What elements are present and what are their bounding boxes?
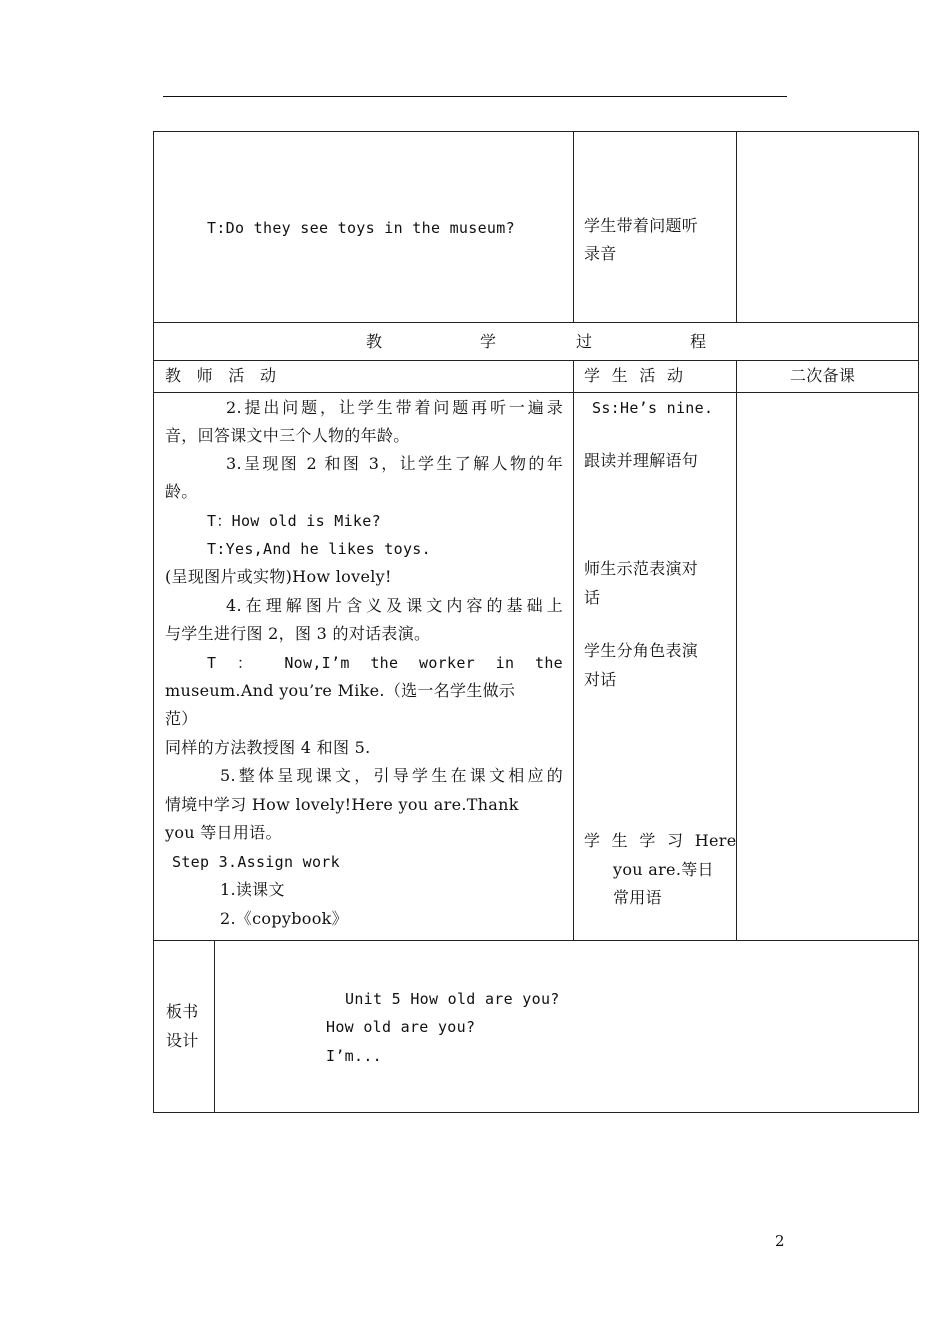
teacher-line: 范）	[165, 709, 198, 728]
col-header-teacher: 教 师 活 动	[165, 366, 277, 385]
teacher-line: 与学生进行图 2，图 3 的对话表演。	[165, 624, 431, 643]
student-line: 话	[584, 588, 601, 607]
process-header-char-3: 过	[576, 332, 593, 351]
teacher-line: 同样的方法教授图 4 和图 5.	[165, 738, 371, 757]
student-line: Ss:He’s nine.	[592, 399, 714, 417]
student-line: you are.等日	[613, 860, 714, 879]
student-line: 对话	[584, 670, 617, 689]
student-line: 学 生 学 习 Here	[584, 831, 737, 850]
teacher-line: T：How old is Mike?	[207, 512, 381, 530]
header-rule	[163, 96, 787, 97]
teacher-line: 4.在理解图片含义及课文内容的基础上	[226, 596, 563, 615]
process-header-char-1: 教	[366, 332, 383, 351]
board-label-2: 设计	[166, 1031, 199, 1050]
col-divider-2-top	[736, 131, 737, 322]
board-line-3: I’m...	[326, 1047, 382, 1065]
teacher-line: 2.提出问题，让学生带着问题再听一遍录	[226, 398, 563, 417]
teacher-line: T ： Now,I’m the worker in the	[207, 654, 563, 672]
top-student-text-2: 录音	[584, 244, 617, 263]
teacher-line: 情境中学习 How lovely!Here you are.Thank	[165, 795, 519, 814]
table-border-top	[153, 131, 919, 132]
table-rule-header	[153, 360, 919, 361]
student-line: 跟读并理解语句	[584, 451, 699, 470]
page-number: 2	[775, 1232, 785, 1250]
teacher-line: 3.呈现图 2 和图 3，让学生了解人物的年	[226, 454, 563, 473]
table-border-left	[153, 131, 154, 1113]
teacher-line: 5.整体呈现课文，引导学生在课文相应的	[220, 766, 563, 785]
student-line: 常用语	[613, 888, 662, 907]
board-line-1: Unit 5 How old are you?	[345, 990, 560, 1008]
process-header-char-2: 学	[480, 332, 497, 351]
student-line: 师生示范表演对	[584, 559, 699, 578]
teacher-line: 音，回答课文中三个人物的年龄。	[165, 426, 410, 445]
top-student-text-1: 学生带着问题听	[584, 216, 699, 235]
top-teacher-text: T:Do they see toys in the museum?	[207, 219, 515, 237]
table-border-right	[918, 131, 919, 1113]
teacher-line: 龄。	[165, 482, 198, 501]
teacher-line: T:Yes,And he likes toys.	[207, 540, 431, 558]
board-label-divider	[214, 940, 215, 1112]
teacher-line: 1.读课文	[220, 880, 285, 899]
board-line-2: How old are you?	[326, 1018, 476, 1036]
teacher-line: 2.《copybook》	[220, 909, 348, 928]
col-header-student: 学 生 活 动	[584, 366, 684, 385]
teacher-line: museum.And you’re Mike.（选一名学生做示	[165, 681, 516, 700]
teacher-line: you 等日用语。	[165, 823, 282, 842]
table-rule-process	[153, 322, 919, 323]
process-header-char-4: 程	[690, 332, 707, 351]
table-rule-board	[153, 940, 919, 941]
student-line: 学生分角色表演	[584, 641, 699, 660]
table-rule-body	[153, 392, 919, 393]
col-divider-1-body	[573, 360, 574, 940]
board-label-1: 板书	[166, 1002, 199, 1021]
col-divider-1-top	[573, 131, 574, 322]
teacher-line: (呈现图片或实物)How lovely!	[165, 567, 392, 586]
table-border-bottom	[153, 1112, 919, 1113]
teacher-line: Step 3.Assign work	[172, 853, 340, 871]
col-header-notes: 二次备课	[790, 366, 856, 385]
